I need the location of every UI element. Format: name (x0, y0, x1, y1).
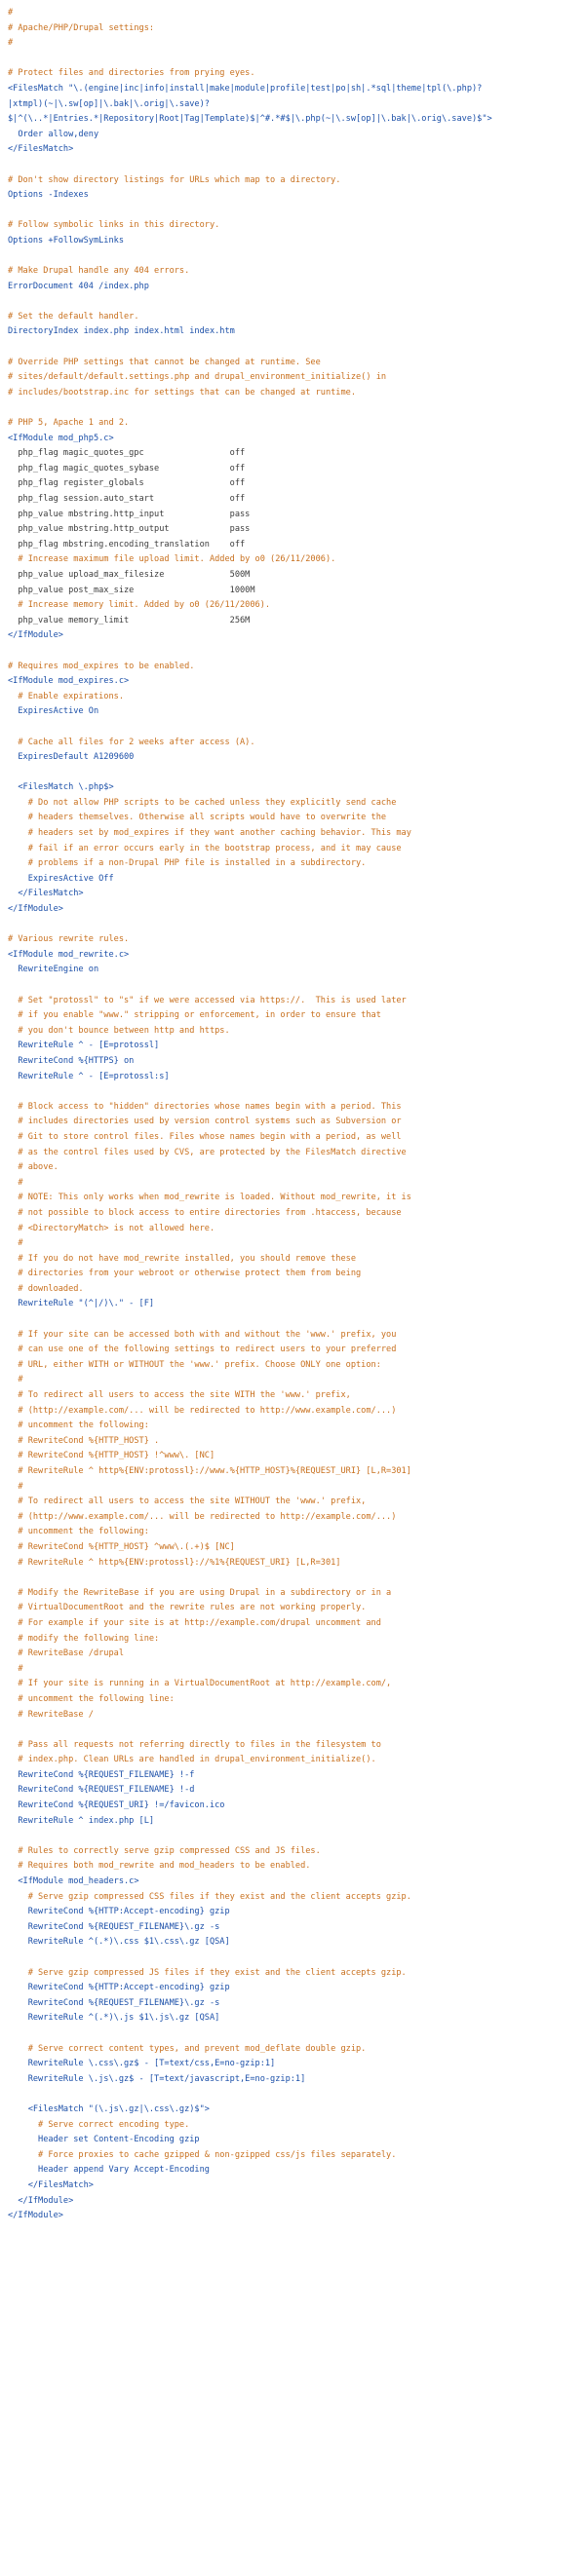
code-comment-line: # uncomment the following line: (8, 1693, 175, 1704)
code-blank-line (8, 644, 577, 660)
code-comment-line: # (http://example.com/... will be redirected to http://www.example.com/...) (8, 1405, 397, 1416)
code-blank-line (8, 204, 577, 219)
code-comment-line: # RewriteBase /drupal (8, 1648, 124, 1659)
code-line: </FilesMatch> (8, 889, 84, 899)
code-comment-line: # Pass all requests not referring directly to files in the filesystem to (8, 1739, 381, 1750)
code-line: php_value mbstring.http_output pass (8, 524, 251, 535)
code-comment-line: # For example if your site is at http://example.com/drupal uncomment and (8, 1617, 381, 1628)
code-comment-line: # If your site is running in a VirtualDocumentRoot at http://example.com/, (8, 1679, 392, 1689)
code-comment-line: # Set the default handler. (8, 311, 139, 322)
code-line: Header append Vary Accept-Encoding (8, 2165, 210, 2176)
code-comment-line: # if you enable "www." stripping or enforcement, in order to ensure that (8, 1010, 381, 1021)
code-line: Header set Content-Encoding gzip (8, 2135, 200, 2145)
code-blank-line (8, 340, 577, 356)
code-comment-line: # above. (8, 1162, 58, 1173)
code-line: php_value post_max_size 1000M (8, 585, 255, 595)
code-comment-line: # Requires mod_expires to be enabled. (8, 661, 195, 671)
code-comment-line: # includes/bootstrap.inc for settings that can be changed at runtime. (8, 387, 356, 398)
code-comment-line: # Increase memory limit. Added by o0 (26/11/2006). (8, 600, 271, 611)
code-line: RewriteCond %{HTTP:Accept-encoding} gzip (8, 1983, 230, 1993)
code-comment-line: # (8, 1177, 23, 1188)
code-comment-line: # (8, 1663, 23, 1674)
code-comment-line: # RewriteCond %{HTTP_HOST} !^www\. [NC] (8, 1451, 215, 1461)
code-line: <IfModule mod_headers.c> (8, 1876, 139, 1887)
code-comment-line: # not possible to block access to entire directories from .htaccess, because (8, 1207, 402, 1218)
code-comment-line: # If you do not have mod_rewrite installed, you should remove these (8, 1253, 356, 1264)
code-line: </FilesMatch> (8, 144, 74, 155)
code-comment-line: # includes directories used by version control systems such as Subversion or (8, 1117, 402, 1127)
code-comment-line: # Serve correct encoding type. (8, 2119, 190, 2130)
code-comment-line: # RewriteBase / (8, 1709, 94, 1720)
code-blank-line (8, 1829, 577, 1844)
code-line: RewriteRule "(^|/)\." - [F] (8, 1299, 155, 1309)
code-comment-line: # Do not allow PHP scripts to be cached unless they explicitly send cache (8, 797, 397, 808)
code-comment-line: # can use one of the following settings to redirect users to your preferred (8, 1345, 397, 1355)
code-line: RewriteCond %{REQUEST_FILENAME}\.gz -s (8, 1921, 220, 1932)
code-blank-line (8, 1571, 577, 1586)
code-comment-line: # Follow symbolic links in this directory. (8, 220, 220, 231)
code-line: Options +FollowSymLinks (8, 235, 124, 246)
code-line: </IfModule> (8, 630, 63, 641)
code-blank-line (8, 1951, 577, 1966)
code-comment-line: # <DirectoryMatch> is not allowed here. (8, 1223, 215, 1233)
code-comment-line: # index.php. Clean URLs are handled in drupal_environment_initialize(). (8, 1755, 376, 1765)
code-comment-line: # (8, 1481, 23, 1492)
code-line: RewriteEngine on (8, 965, 99, 975)
code-line: RewriteCond %{REQUEST_URI} !=/favicon.ico (8, 1800, 225, 1811)
code-comment-line: # Git to store control files. Files whose names begin with a period, as well (8, 1131, 402, 1142)
code-line: RewriteCond %{REQUEST_FILENAME} !-d (8, 1785, 195, 1796)
code-comment-line: # (8, 1375, 23, 1385)
code-blank-line (8, 52, 577, 67)
code-line: php_flag magic_quotes_sybase off (8, 463, 246, 474)
code-comment-line: # Make Drupal handle any 404 errors. (8, 266, 190, 277)
code-comment-line: # PHP 5, Apache 1 and 2. (8, 418, 130, 429)
code-comment-line: # sites/default/default.settings.php and drupal_environment_initialize() in (8, 372, 387, 383)
code-line: php_flag mbstring.encoding_translation off (8, 539, 246, 549)
code-comment-line: # fail if an error occurs early in the bootstrap process, and it may cause (8, 843, 402, 853)
code-line: ExpiresActive On (8, 706, 99, 717)
code-blank-line (8, 766, 577, 781)
code-comment-line: # RewriteRule ^ http%{ENV:protossl}://www.%{HTTP_HOST}%{REQUEST_URI} [L,R=301] (8, 1466, 411, 1476)
code-line: RewriteRule \.js\.gz$ - [T=text/javascript,E=no-gzip:1] (8, 2073, 306, 2084)
code-comment-line: # Override PHP settings that cannot be changed at runtime. See (8, 357, 321, 367)
code-line: RewriteCond %{REQUEST_FILENAME} !-f (8, 1769, 195, 1780)
code-line: Order allow,deny (8, 129, 99, 139)
code-line: RewriteCond %{HTTP:Accept-encoding} gzip (8, 1907, 230, 1917)
code-comment-line: # Serve gzip compressed JS files if they exist and the client accepts gzip. (8, 1967, 407, 1978)
code-line: php_value upload_max_filesize 500M (8, 569, 251, 580)
code-blank-line (8, 918, 577, 933)
code-comment-line: # VirtualDocumentRoot and the rewrite rules are not working properly. (8, 1603, 367, 1613)
code-comment-line: # RewriteRule ^ http%{ENV:protossl}://%1%{REQUEST_URI} [L,R=301] (8, 1557, 341, 1568)
code-line: <IfModule mod_php5.c> (8, 433, 114, 443)
code-comment-line: # URL, either WITH or WITHOUT the 'www.' prefix. Choose ONLY one option: (8, 1359, 381, 1370)
code-comment-line: # RewriteCond %{HTTP_HOST} . (8, 1435, 160, 1446)
code-comment-line: # as the control files used by CVS, are protected by the FilesMatch directive (8, 1147, 407, 1157)
code-comment-line: # modify the following line: (8, 1633, 160, 1644)
code-comment-line: # (8, 8, 14, 18)
code-comment-line: # uncomment the following: (8, 1421, 149, 1431)
code-comment-line: # Serve correct content types, and prevent mod_deflate double gzip. (8, 2043, 367, 2054)
code-line: php_value memory_limit 256M (8, 615, 251, 625)
code-line: |xtmpl)(~|\.sw[op]|\.bak|\.orig|\.save)? (8, 98, 210, 109)
code-comment-line: # Rules to correctly serve gzip compressed CSS and JS files. (8, 1845, 321, 1856)
code-comment-line: # Modify the RewriteBase if you are using Drupal in a subdirectory or in a (8, 1587, 392, 1598)
code-line: </IfModule> (8, 904, 63, 915)
code-blank-line (8, 249, 577, 265)
code-line: php_flag magic_quotes_gpc off (8, 448, 246, 459)
code-line: Options -Indexes (8, 190, 89, 201)
code-blank-line (8, 294, 577, 310)
code-line: <FilesMatch "\.(engine|inc|info|install|make|module|profile|test|po|sh|.*sql|theme|tpl(\.php)? (8, 83, 483, 94)
code-comment-line: # RewriteCond %{HTTP_HOST} ^www\.(.+)$ [NC] (8, 1541, 235, 1552)
code-line: <FilesMatch \.php$> (8, 782, 114, 793)
code-comment-line: # Block access to "hidden" directories whose names begin with a period. This (8, 1101, 402, 1112)
code-comment-line: # To redirect all users to access the site WITH the 'www.' prefix, (8, 1390, 351, 1401)
code-comment-line: # Set "protossl" to "s" if we were accessed via https://. This is used later (8, 995, 407, 1005)
code-blank-line (8, 720, 577, 736)
code-line: </IfModule> (8, 2195, 74, 2206)
code-line: RewriteCond %{HTTPS} on (8, 1055, 135, 1066)
code-line: <FilesMatch "(\.js\.gz|\.css\.gz)$"> (8, 2103, 210, 2114)
code-comment-line: # Increase maximum file upload limit. Added by o0 (26/11/2006). (8, 554, 336, 565)
code-comment-line: # Requires both mod_rewrite and mod_headers to be enabled. (8, 1861, 311, 1872)
code-line: RewriteRule ^ - [E=protossl:s] (8, 1071, 170, 1081)
code-blank-line (8, 158, 577, 173)
code-blank-line (8, 2087, 577, 2102)
code-comment-line: # (8, 38, 14, 49)
code-comment-line: # Force proxies to cache gzipped & non-gzipped css/js files separately. (8, 2149, 397, 2160)
code-blank-line (8, 1312, 577, 1328)
code-comment-line: # uncomment the following: (8, 1527, 149, 1537)
code-comment-line: # Cache all files for 2 weeks after access (A). (8, 737, 255, 747)
code-comment-line: # problems if a non-Drupal PHP file is installed in a subdirectory. (8, 858, 367, 869)
code-comment-line: # downloaded. (8, 1283, 84, 1294)
code-line: RewriteRule \.css\.gz$ - [T=text/css,E=no-gzip:1] (8, 2059, 276, 2069)
code-comment-line: # headers themselves. Otherwise all scripts would have to overwrite the (8, 813, 387, 823)
code-comment-line: # If your site can be accessed both with and without the 'www.' prefix, you (8, 1329, 397, 1340)
code-line: php_value mbstring.http_input pass (8, 509, 251, 519)
code-line: ErrorDocument 404 /index.php (8, 281, 149, 291)
code-line: DirectoryIndex index.php index.html index.htm (8, 326, 235, 337)
code-comment-line: # NOTE: This only works when mod_rewrite is loaded. Without mod_rewrite, it is (8, 1193, 411, 1203)
code-line: </IfModule> (8, 2211, 63, 2221)
code-line: $|^(\..*|Entries.*|Repository|Root|Tag|Template)$|^#.*#$|\.php(~|\.sw[op]|\.bak|\.orig\.save)$"> (8, 114, 492, 125)
code-line: </FilesMatch> (8, 2179, 94, 2190)
code-line: RewriteRule ^ - [E=protossl] (8, 1041, 160, 1051)
code-comment-line: # Enable expirations. (8, 691, 124, 701)
code-line: ExpiresDefault A1209600 (8, 752, 135, 763)
code-line: php_flag register_globals off (8, 478, 246, 489)
code-blank-line (8, 1723, 577, 1738)
code-line: RewriteRule ^(.*)\.css $1\.css\.gz [QSA] (8, 1937, 230, 1948)
code-line: php_flag session.auto_start off (8, 494, 246, 504)
code-line: RewriteRule ^ index.php [L] (8, 1815, 155, 1826)
code-comment-line: # you don't bounce between http and https. (8, 1025, 230, 1036)
code-comment-line: # (8, 1238, 23, 1249)
code-blank-line (8, 1084, 577, 1100)
code-comment-line: # Apache/PHP/Drupal settings: (8, 22, 155, 33)
code-line: RewriteCond %{REQUEST_FILENAME}\.gz -s (8, 1997, 220, 2008)
code-line: <IfModule mod_expires.c> (8, 676, 130, 687)
code-comment-line: # Serve gzip compressed CSS files if they exist and the client accepts gzip. (8, 1891, 411, 1902)
code-comment-line: # Protect files and directories from prying eyes. (8, 68, 255, 79)
code-line: RewriteRule ^(.*)\.js $1\.js\.gz [QSA] (8, 2013, 220, 2024)
code-comment-line: # directories from your webroot or otherwise protect them from being (8, 1269, 362, 1279)
code-comment-line: # headers set by mod_expires if they want another caching behavior. This may (8, 828, 411, 839)
code-comment-line: # (http://www.example.com/... will be redirected to http://example.com/...) (8, 1511, 397, 1522)
code-comment-line: # Various rewrite rules. (8, 934, 130, 945)
code-comment-line: # To redirect all users to access the site WITHOUT the 'www.' prefix, (8, 1496, 367, 1507)
code-comment-line: # Don't show directory listings for URLs which map to a directory. (8, 174, 341, 185)
code-line: <IfModule mod_rewrite.c> (8, 949, 130, 960)
code-blank-line (8, 2027, 577, 2042)
code-blank-line (8, 978, 577, 994)
code-blank-line (8, 400, 577, 416)
code-line: ExpiresActive Off (8, 873, 114, 884)
